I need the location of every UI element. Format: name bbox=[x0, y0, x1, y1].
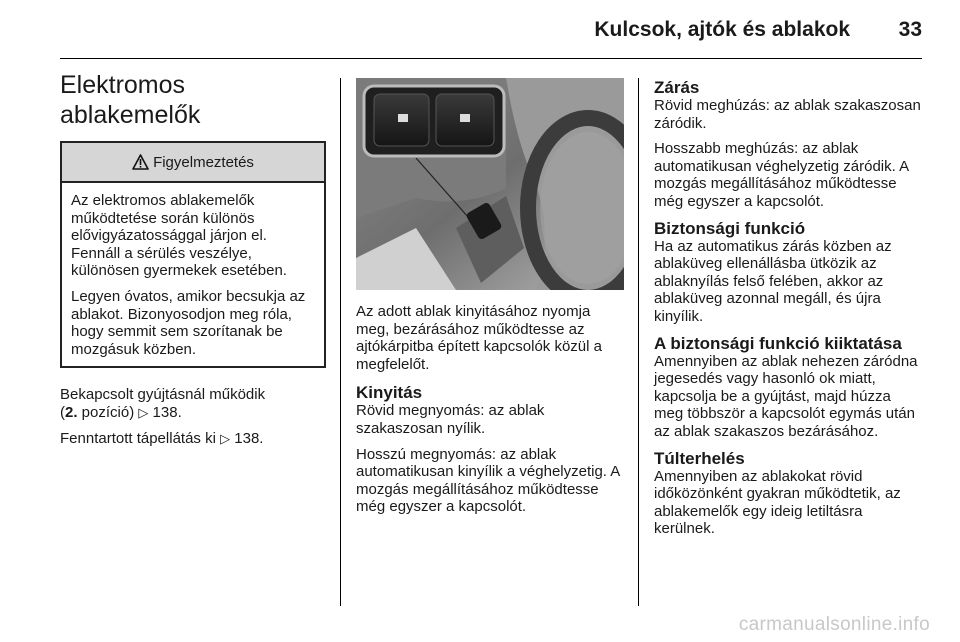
warning-label: Figyelmeztetés bbox=[153, 153, 254, 171]
power-window-switches-photo bbox=[356, 78, 624, 290]
ignition-note-rest: pozíció) bbox=[77, 403, 139, 421]
header-rule bbox=[60, 58, 922, 59]
warning-body bbox=[62, 183, 324, 366]
page-reference-icon: ▷ bbox=[220, 430, 231, 446]
ignition-note-paren: ( bbox=[60, 403, 65, 421]
open-short-press: Rövid megnyomás: az ablak szakaszosan nyílik. bbox=[356, 402, 545, 437]
close-heading: Zárás bbox=[654, 78, 700, 97]
page-reference-icon: ▷ bbox=[138, 404, 149, 420]
page-reference-link[interactable]: 138. bbox=[148, 403, 182, 421]
overload-text: Amennyiben az ablakokat rövid időközönként gyakran működtetik, az ablakemelők egy ideig letiltásra kerülnek. bbox=[654, 467, 901, 538]
column-divider-1 bbox=[340, 78, 341, 606]
warning-paragraph-2: Legyen óvatos, amikor becsukja az ablakot. Bizonyosodjon meg róla, hogy semmit sem szorítanak be mozgásuk közben. bbox=[71, 287, 306, 358]
open-heading: Kinyitás bbox=[356, 383, 423, 403]
watermark: carmanualsonline.info bbox=[738, 614, 930, 635]
retained-power-text: Fenntartott tápellátás ki bbox=[60, 429, 221, 447]
switch-intro: Az adott ablak kinyitásához nyomja meg, bezárásához működtesse az ajtókárpitba épített kapcsolók közül a megfelelőt. bbox=[356, 303, 602, 373]
override-text: Amennyiben az ablak nehezen záródna jegesedés vagy hasonló ok miatt, kapcsolja be a gyújtást, majd húzza meg többször a kapcsolót egymás után az ablak szakaszos bezárásához. bbox=[654, 352, 918, 440]
close-short-pull: Rövid meghúzás: az ablak szakaszosan záródik. bbox=[654, 97, 921, 132]
ignition-note bbox=[60, 386, 326, 421]
column-divider-2 bbox=[638, 78, 639, 606]
running-header-title: Kulcsok, ajtók és ablakok bbox=[594, 18, 850, 41]
column-2 bbox=[356, 78, 624, 524]
section-title: Elektromos ablakemelők bbox=[60, 71, 201, 129]
column-1 bbox=[60, 70, 326, 455]
column-3 bbox=[654, 78, 924, 546]
overload-heading: Túlterhelés bbox=[654, 448, 745, 468]
open-long-press: Hosszú megnyomás: az ablak automatikusan kinyílik a véghelyzetig. A mozgás megállításához működtesse még egyszer a kapcsolót. bbox=[356, 445, 620, 516]
page-number: 33 bbox=[898, 18, 922, 41]
ignition-note-line1: Bekapcsolt gyújtásnál működik bbox=[60, 386, 266, 404]
warning-paragraph-1: Az elektromos ablakemelők működtetése során különös elővigyázatossággal járjon el. Fennáll a sérülés veszélye, különösen gyermekek esetében. bbox=[71, 192, 287, 280]
warning-triangle-icon bbox=[132, 154, 149, 170]
retained-power-note bbox=[60, 430, 326, 448]
close-long-pull: Hosszabb meghúzás: az ablak automatikusan véghelyzetig záródik. A mozgás megállításához működtesse még egyszer a kapcsolót. bbox=[654, 140, 909, 210]
page-reference-link[interactable]: 138. bbox=[230, 429, 264, 447]
override-heading: A biztonsági funkció kiiktatása bbox=[654, 333, 902, 353]
ignition-position: 2. bbox=[65, 403, 78, 421]
warning-header bbox=[62, 143, 324, 183]
safety-text: Ha az automatikus zárás közben az ablaküveg ellenállásba ütközik az ablaknyílás felső felében, akkor az ablaküveg azonnal megáll, és újra kinyílik. bbox=[654, 237, 892, 325]
safety-heading: Biztonsági funkció bbox=[654, 218, 806, 238]
warning-box bbox=[60, 141, 326, 368]
